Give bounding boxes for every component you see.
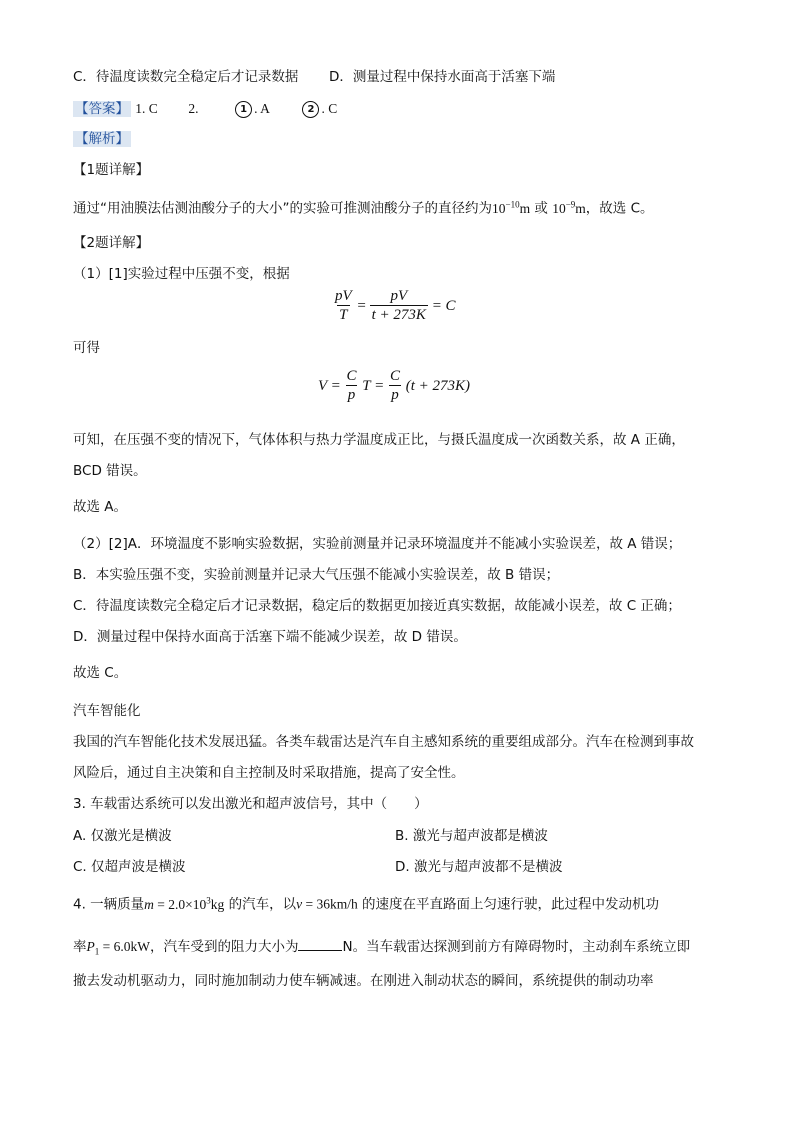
q1-exponent-1: −10 xyxy=(505,199,520,209)
formula-1-equals: = xyxy=(357,297,366,314)
q4-mass-expr xyxy=(144,897,224,912)
q1-exponent-2: −9 xyxy=(565,199,576,209)
q1-text xyxy=(73,198,654,219)
q4-text-2: 的汽车，以 xyxy=(224,896,297,913)
formula-2-num-2: C xyxy=(389,368,400,384)
formula-2-fraction-2 xyxy=(388,368,402,405)
formula-1 xyxy=(333,288,456,325)
formula-1-fraction-2 xyxy=(370,288,428,325)
circled-number-1: 1 xyxy=(235,101,252,118)
circled-number-2: 2 xyxy=(302,101,319,118)
q1-base-1: 10 xyxy=(492,200,506,216)
q3-option-c: C. 仅超声波是横波 xyxy=(73,859,186,875)
q1-text-b: ，故选 C。 xyxy=(585,200,654,217)
formula-2 xyxy=(318,368,470,405)
q4-speed-value: = 36km/h xyxy=(302,896,358,912)
q2-paragraph-7: C．待温度读数完全稳定后才记录数据，稳定后的数据更加接近真实数据，故能减小误差，故 C 正确； xyxy=(73,598,681,614)
intro-line-1: 我国的汽车智能化技术发展迅猛。各类车载雷达是汽车自主感知系统的重要组成部分。汽车在检测到事故 xyxy=(73,734,694,750)
q1-unit-1: m xyxy=(519,200,531,216)
formula-1-num-1: pV xyxy=(335,288,352,304)
formula-2-rhs: (t + 273K) xyxy=(405,377,471,394)
analysis-line xyxy=(73,130,131,150)
formula-1-rhs: = C xyxy=(431,297,456,314)
section-title: 汽车智能化 xyxy=(73,703,141,719)
intro-line-2: 风险后，通过自主决策和自主控制及时采取措施，提高了安全性。 xyxy=(73,765,465,781)
formula-1-num-2: pV xyxy=(390,288,408,304)
q2-paragraph-9: 故选 C。 xyxy=(73,665,128,681)
option-d: D．测量过程中保持水面高于活塞下端 xyxy=(329,69,556,85)
q2-paragraph-3a: 可知，在压强不变的情况下，气体体积与热力学温度成正比，与摄氏温度成一次函数关系，故 A 正确， xyxy=(73,432,685,448)
q4-line-3: 撤去发动机驱动力，同时施加制动力使车辆减速。在刚进入制动状态的瞬间，系统提供的制动功率 xyxy=(73,973,654,989)
formula-2-num-1: C xyxy=(346,368,357,384)
answer-line xyxy=(73,99,337,120)
q3-stem: 3. 车载雷达系统可以发出激光和超声波信号，其中（ ） xyxy=(73,796,428,812)
q4-mass-symbol: m xyxy=(144,896,154,912)
formula-1-den-1: T xyxy=(339,307,348,324)
q1-or: 或 xyxy=(530,200,553,217)
formula-2-mid: T = xyxy=(362,377,385,394)
q2-paragraph-2: 可得 xyxy=(73,340,100,356)
q2-paragraph-6: B．本实验压强不变，实验前测量并记录大气压强不能减小实验误差，故 B 错误； xyxy=(73,567,560,583)
q4-mass-value: = 2.0×10 xyxy=(153,896,207,912)
q1-unit-2: m xyxy=(575,200,586,216)
q2-paragraph-1: （1）[1]实验过程中压强不变，根据 xyxy=(73,266,290,282)
q2-paragraph-4: 故选 A。 xyxy=(73,499,128,515)
q4-text-3: 的速度在平直路面上匀速行驶，此过程中发动机功 xyxy=(357,896,659,913)
q4-text-6: N。当车载雷达探测到前方有障碍物时，主动刹车系统立即 xyxy=(342,939,691,955)
q1-value-1 xyxy=(492,201,530,216)
q4-power-value: = 6.0kW xyxy=(99,939,150,954)
formula-2-den-1: p xyxy=(347,387,356,404)
answer-tag: 【答案】 xyxy=(75,101,129,117)
q4-power-symbol: P xyxy=(86,939,95,954)
formula-2-lhs: V = xyxy=(318,377,341,394)
formula-2-fraction-1 xyxy=(345,368,359,405)
q4-text-5: ，汽车受到的阻力大小为 xyxy=(149,939,299,955)
q4-line-1 xyxy=(73,894,659,915)
q1-base-2: 10 xyxy=(552,200,566,216)
q1-text-a: 通过“用油膜法估测油酸分子的大小”的实验可推测油酸分子的直径约为 xyxy=(73,200,492,217)
option-c: C．待温度读数完全稳定后才记录数据 xyxy=(73,69,299,85)
q2-paragraph-3b: BCD 错误。 xyxy=(73,463,147,479)
q1-value-2 xyxy=(552,201,586,216)
answer-2-2: . C xyxy=(321,101,338,116)
formula-2-den-2: p xyxy=(391,387,399,404)
answer-blank[interactable] xyxy=(298,936,342,951)
formula-1-den-2: t + 273K xyxy=(371,307,426,324)
q3-option-d: D. 激光与超声波都不是横波 xyxy=(395,859,563,875)
q3-option-a: A. 仅激光是横波 xyxy=(73,828,172,844)
formula-1-fraction-1 xyxy=(333,288,354,325)
q2-heading: 【2题详解】 xyxy=(73,235,150,251)
q4-power-subscript: 1 xyxy=(94,946,100,957)
q4-line-2 xyxy=(73,936,690,959)
answer-2-label: 2. xyxy=(188,101,199,116)
answer-2-1: . A xyxy=(254,101,270,116)
answer-1: 1. C xyxy=(135,101,158,116)
q4-speed-symbol: v xyxy=(296,896,303,912)
analysis-tag: 【解析】 xyxy=(75,131,129,147)
q4-text-4: 率 xyxy=(73,939,87,955)
q1-heading: 【1题详解】 xyxy=(73,162,150,178)
option-c-line xyxy=(73,68,555,88)
q3-option-b: B. 激光与超声波都是横波 xyxy=(395,828,548,844)
q2-paragraph-8: D．测量过程中保持水面高于活塞下端不能减少误差，故 D 错误。 xyxy=(73,629,467,645)
q4-text-1: 4. 一辆质量 xyxy=(73,896,145,913)
q4-mass-exponent: 3 xyxy=(206,895,211,905)
q4-mass-unit: kg xyxy=(210,896,225,912)
q4-speed-expr xyxy=(296,897,358,912)
q2-paragraph-5: （2）[2]A．环境温度不影响实验数据，实验前测量并记录环境温度并不能减小实验误差，故 A 错误； xyxy=(73,536,682,552)
q4-power-expr xyxy=(86,939,150,957)
